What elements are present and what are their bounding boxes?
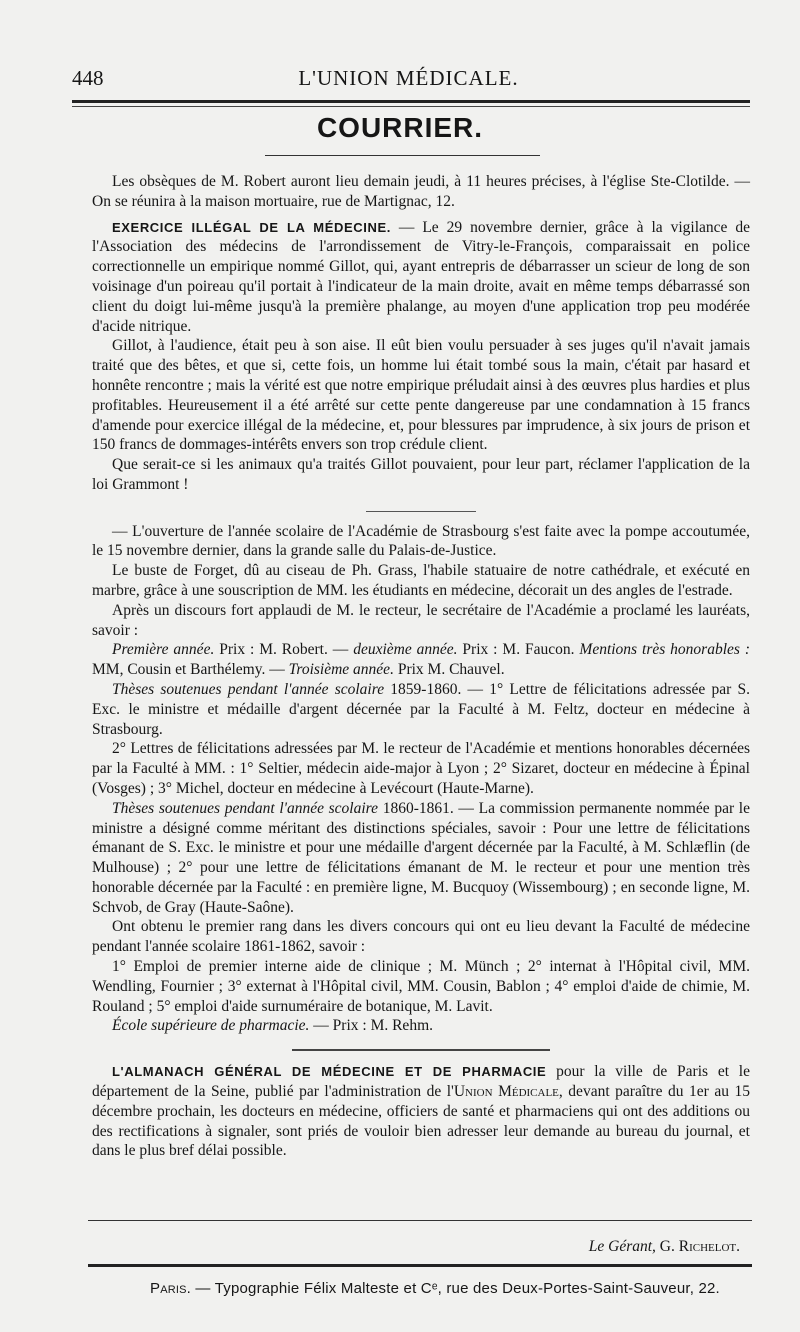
imprint-city: Paris. <box>150 1280 192 1297</box>
paragraph-almanach <box>92 1062 750 1161</box>
paragraph-buste: Le buste de Forget, dû au ciseau de Ph. Grass, l'habile statuaire de notre cathédrale, et exécuté en marbre, grâce à une souscription de MM. les étudiants en médecine, décorait un des angles de l'estrade. <box>92 562 750 599</box>
paragraph-ecole <box>92 1016 750 1036</box>
gerant-label: Le Gérant, <box>588 1238 656 1255</box>
label-theses-1859: Thèses soutenues pendant l'année scolaire <box>112 680 385 698</box>
paragraph-emploi: 1° Emploi de premier interne aide de clinique ; M. Münch ; 2° internat à l'Hôpital civil, MM. Wendling, Fournier ; 3° externat à l'Hôpital civil, MM. Cousin, Bablon ; 4° emploi d'aide de chimie, M. Rouland ; 5° emploi d'aide surnuméraire de botanique, M. Lavit. <box>92 958 750 1015</box>
header-rule-thin <box>72 106 750 107</box>
label-mentions: Mentions très honorables : <box>579 641 750 659</box>
printer-imprint <box>150 1280 740 1297</box>
exercice-text: — Le 29 novembre dernier, grâce à la vigilance de l'Association des médecins de l'arrondissement de Vitry-le-François, comparaissait en police correctionnelle un empirique nommé Gillot, qui, ayant entrepris de débarrasser un scieur de long de son voisinage d'un poireau qu'il portait à l'indicateur de la main droite, avait en même temps débarrassé son client du doigt lui-même jusqu'à la première phalange, au moyen d'une application trop peu modérée d'acide nitrique. <box>92 218 750 335</box>
journal-title: L'UNION MÉDICALE. <box>298 66 519 90</box>
paragraph-lettres: 2° Lettres de félicitations adressées par M. le recteur de l'Académie et mentions honorables décernées par la Faculté à MM. : 1° Seltier, médecin aide-major à Lyon ; 2° Sizaret, docteur en médecine à Épinal (Vosges) ; 3° Michel, docteur en médecine à Levécourt (Haute-Marne). <box>92 740 750 797</box>
text-almanach-2: , devant paraître du 1er au 15 décembre prochain, les docteurs en médecine, officiers de santé et pharmaciens qui ont des additions ou des rectifications à signaler, sont priés de vouloir bien adresser leur demande au bureau du journal, et dans le plus bref délai possible. <box>92 1083 751 1160</box>
label-deuxieme-annee: deuxième année. <box>353 641 458 659</box>
paragraph-theses-1859 <box>92 680 750 739</box>
paragraph-animaux: Que serait-ce si les animaux qu'a traités Gillot pouvaient, pour leur part, réclamer l'application de la loi Grammont ! <box>92 456 750 493</box>
heading-exercice: EXERCICE ILLÉGAL DE LA MÉDECINE. <box>112 219 391 235</box>
text-almanach-1: pour la ville de Paris et le département de la Seine, publié par l'administration de l' <box>92 1063 750 1101</box>
page-number: 448 <box>72 66 104 90</box>
section-title: COURRIER. <box>316 112 484 143</box>
paragraph-obseques: Les obsèques de M. Robert auront lieu demain jeudi, à 11 heures précises, à l'église Ste-Clotilde. — On se réunira à la maison mortuaire, rue de Martignac, 12. <box>92 173 750 210</box>
label-troisieme-annee: Troisième année. <box>288 661 394 679</box>
section-separator <box>92 1042 750 1058</box>
section-title-rule <box>265 155 540 156</box>
paragraph-exercice <box>92 218 750 337</box>
paragraph-gillot: Gillot, à l'audience, était peu à son aise. Il eût bien voulu persuader à ses juges qu'il n'avait jamais traité que des bêtes, et que si, cette fois, un homme lui était tombé sous la main, c'était par hasard et honnête rencontre ; mais la vérité est que notre empirique préludait ainsi à des œuvres plus hardies et plus profitables. Heureusement il a été arrêté sur cette pente dangereuse par une condamnation à 15 francs d'amende pour exercice illégal de la médecine, et, pour blessures par imprudence, à six jours de prison et 150 francs de dommages-intérêts envers son trop crédule client. <box>92 337 750 454</box>
text-mentions-names: MM, Cousin et Barthélemy. — <box>92 661 289 679</box>
text-theses-1860: 1860-1861. — La commission permanente nommée par le ministre a désigné comme méritant des distinctions spéciales, savoir : Pour une lettre de félicitations émanant de S. Exc. le ministre et pour une médaille d'argent décernée par la Faculté, à M. Schlæflin (de Mulhouse) ; 2° pour une lettre de félicitations émanant de M. le recteur et pour une mention très honorable décernée par la Faculté : en première ligne, M. Bucquoy (Wissembourg) ; en seconde ligne, M. Schvob, de Gray (Haute-Saône). <box>92 799 750 916</box>
running-header <box>72 58 745 94</box>
heading-almanach: L'ALMANACH GÉNÉRAL DE MÉDECINE ET DE PHARMACIE <box>112 1064 547 1080</box>
imprint-text: — Typographie Félix Malteste et Cᵉ, rue des Deux-Portes-Saint-Sauveur, 22. <box>191 1280 720 1297</box>
footer-rule-thin <box>88 1220 752 1221</box>
footer-rule-thick <box>88 1264 752 1267</box>
paragraph-apres: Après un discours fort applaudi de M. le recteur, le secrétaire de l'Académie a proclamé les lauréats, savoir : <box>92 601 750 639</box>
text-prix-chauvel: Prix M. Chauvel. <box>393 661 505 679</box>
paragraph-obtenu: Ont obtenu le premier rang dans les divers concours qui ont eu lieu devant la Faculté de médecine pendant l'année scolaire 1861-1862, savoir : <box>92 918 750 956</box>
text-prix-rehm: — Prix : M. Rehm. <box>309 1017 433 1035</box>
label-premiere-annee: Première année. <box>112 641 215 659</box>
text-prix-faucon: Prix : M. Faucon. <box>457 641 580 659</box>
paragraph-premiere <box>92 640 750 680</box>
paragraph-theses-1860 <box>92 799 750 918</box>
label-theses-1860: Thèses soutenues pendant l'année scolaire <box>112 799 379 817</box>
gerant-name: G. Richelot. <box>655 1238 740 1255</box>
text-theses-1859: 1859-1860. — 1° Lettre de félicitations adressée par S. Exc. le ministre et médaille d'argent décernée par la Faculté à M. Feltz, docteur en médecine à Strasbourg. <box>92 680 750 738</box>
header-rule-thick <box>72 100 750 103</box>
paragraph-ouverture: — L'ouverture de l'année scolaire de l'Académie de Strasbourg s'est faite avec la pompe accoutumée, le 15 novembre dernier, dans la grande salle du Palais-de-Justice. <box>92 522 750 560</box>
gerant-signature <box>589 1238 740 1256</box>
label-ecole: École supérieure de pharmacie. <box>112 1017 310 1035</box>
small-divider <box>92 498 750 518</box>
text-union-medicale: Union Médicale <box>453 1083 559 1101</box>
article-body <box>92 172 750 1161</box>
text-prix-robert: Prix : M. Robert. — <box>214 641 354 659</box>
